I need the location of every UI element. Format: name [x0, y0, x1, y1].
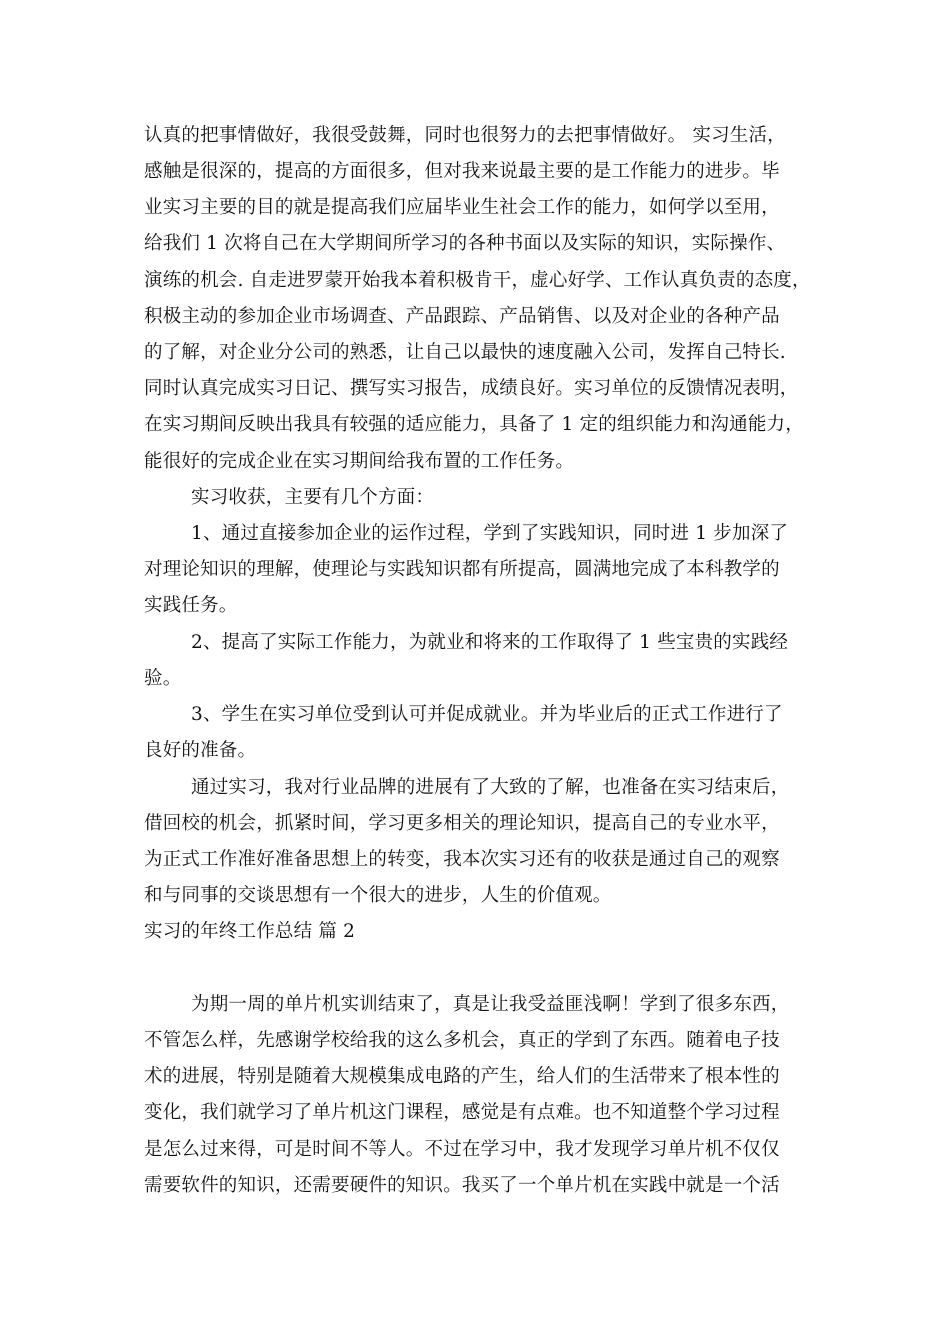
text-line: 不管怎么样，先感谢学校给我的这么多机会，真正的学到了东西。随着电子技 — [144, 1030, 780, 1051]
text-line: 感触是很深的，提高的方面很多，但对我来说最主要的是工作能力的进步。毕 — [144, 161, 780, 182]
text-line: 业实习主要的目的就是提高我们应届毕业生社会工作的能力，如何学以至用， — [144, 197, 780, 218]
text-line: 同时认真完成实习日记、撰写实习报告，成绩良好。实习单位的反馈情况表明， — [144, 378, 799, 399]
text-line: 认真的把事情做好，我很受鼓舞，同时也很努力的去把事情做好。 实习生活， — [144, 125, 786, 146]
text-line: 1、通过直接参加企业的运作过程，学到了实践知识，同时进 1 步加深了 — [191, 523, 789, 544]
text-line: 为正式工作准好准备思想上的转变，我本次实习还有的收获是通过自己的观察 — [144, 849, 780, 870]
text-line: 验。 — [144, 668, 182, 689]
text-line: 和与同事的交谈思想有一个很大的进步，人生的价值观。 — [144, 885, 612, 906]
text-line: 的了解，对企业分公司的熟悉，让自己以最快的速度融入公司，发挥自己特长. — [144, 342, 786, 363]
text-line: 变化，我们就学习了单片机这门课程，感觉是有点难。也不知道整个学习过程 — [144, 1102, 780, 1123]
text-line: 积极主动的参加企业市场调查、产品跟踪、产品销售、以及对企业的各种产品 — [144, 306, 780, 327]
text-line: 给我们 1 次将自己在大学期间所学习的各种书面以及实际的知识，实际操作、 — [144, 233, 786, 254]
text-line: 实习收获，主要有几个方面： — [191, 487, 435, 508]
text-line: 演练的机会. 自走进罗蒙开始我本着积极肯干，虚心好学、工作认真负责的态度， — [144, 270, 811, 291]
text-line: 术的进展，特别是随着大规模集成电路的产生，给人们的生活带来了根本性的 — [144, 1066, 780, 1087]
text-line: 需要软件的知识，还需要硬件的知识。我买了一个单片机在实践中就是一个活 — [144, 1175, 780, 1196]
text-line: 能很好的完成企业在实习期间给我布置的工作任务。 — [144, 451, 575, 472]
text-line: 在实习期间反映出我具有较强的适应能力，具备了 1 定的组织能力和沟通能力， — [144, 414, 804, 435]
section-heading: 实习的年终工作总结 篇 2 — [144, 921, 356, 942]
text-line: 是怎么过来得，可是时间不等人。不过在学习中，我才发现学习单片机不仅仅 — [144, 1139, 780, 1160]
text-line: 2、提高了实际工作能力，为就业和将来的工作取得了 1 些宝贵的实践经 — [191, 632, 789, 653]
text-line: 通过实习，我对行业品牌的进展有了大致的了解，也准备在实习结束后， — [191, 777, 790, 798]
text-line: 实践任务。 — [144, 595, 238, 616]
text-line: 为期一周的单片机实训结束了，真是让我受益匪浅啊！学到了很多东西， — [191, 994, 790, 1015]
text-line: 对理论知识的理解，使理论与实践知识都有所提高，圆满地完成了本科教学的 — [144, 559, 780, 580]
text-line: 良好的准备。 — [144, 740, 257, 761]
text-line: 借回校的机会，抓紧时间，学习更多相关的理论知识，提高自己的专业水平， — [144, 813, 780, 834]
text-line: 3、学生在实习单位受到认可并促成就业。并为毕业后的正式工作进行了 — [191, 704, 783, 725]
